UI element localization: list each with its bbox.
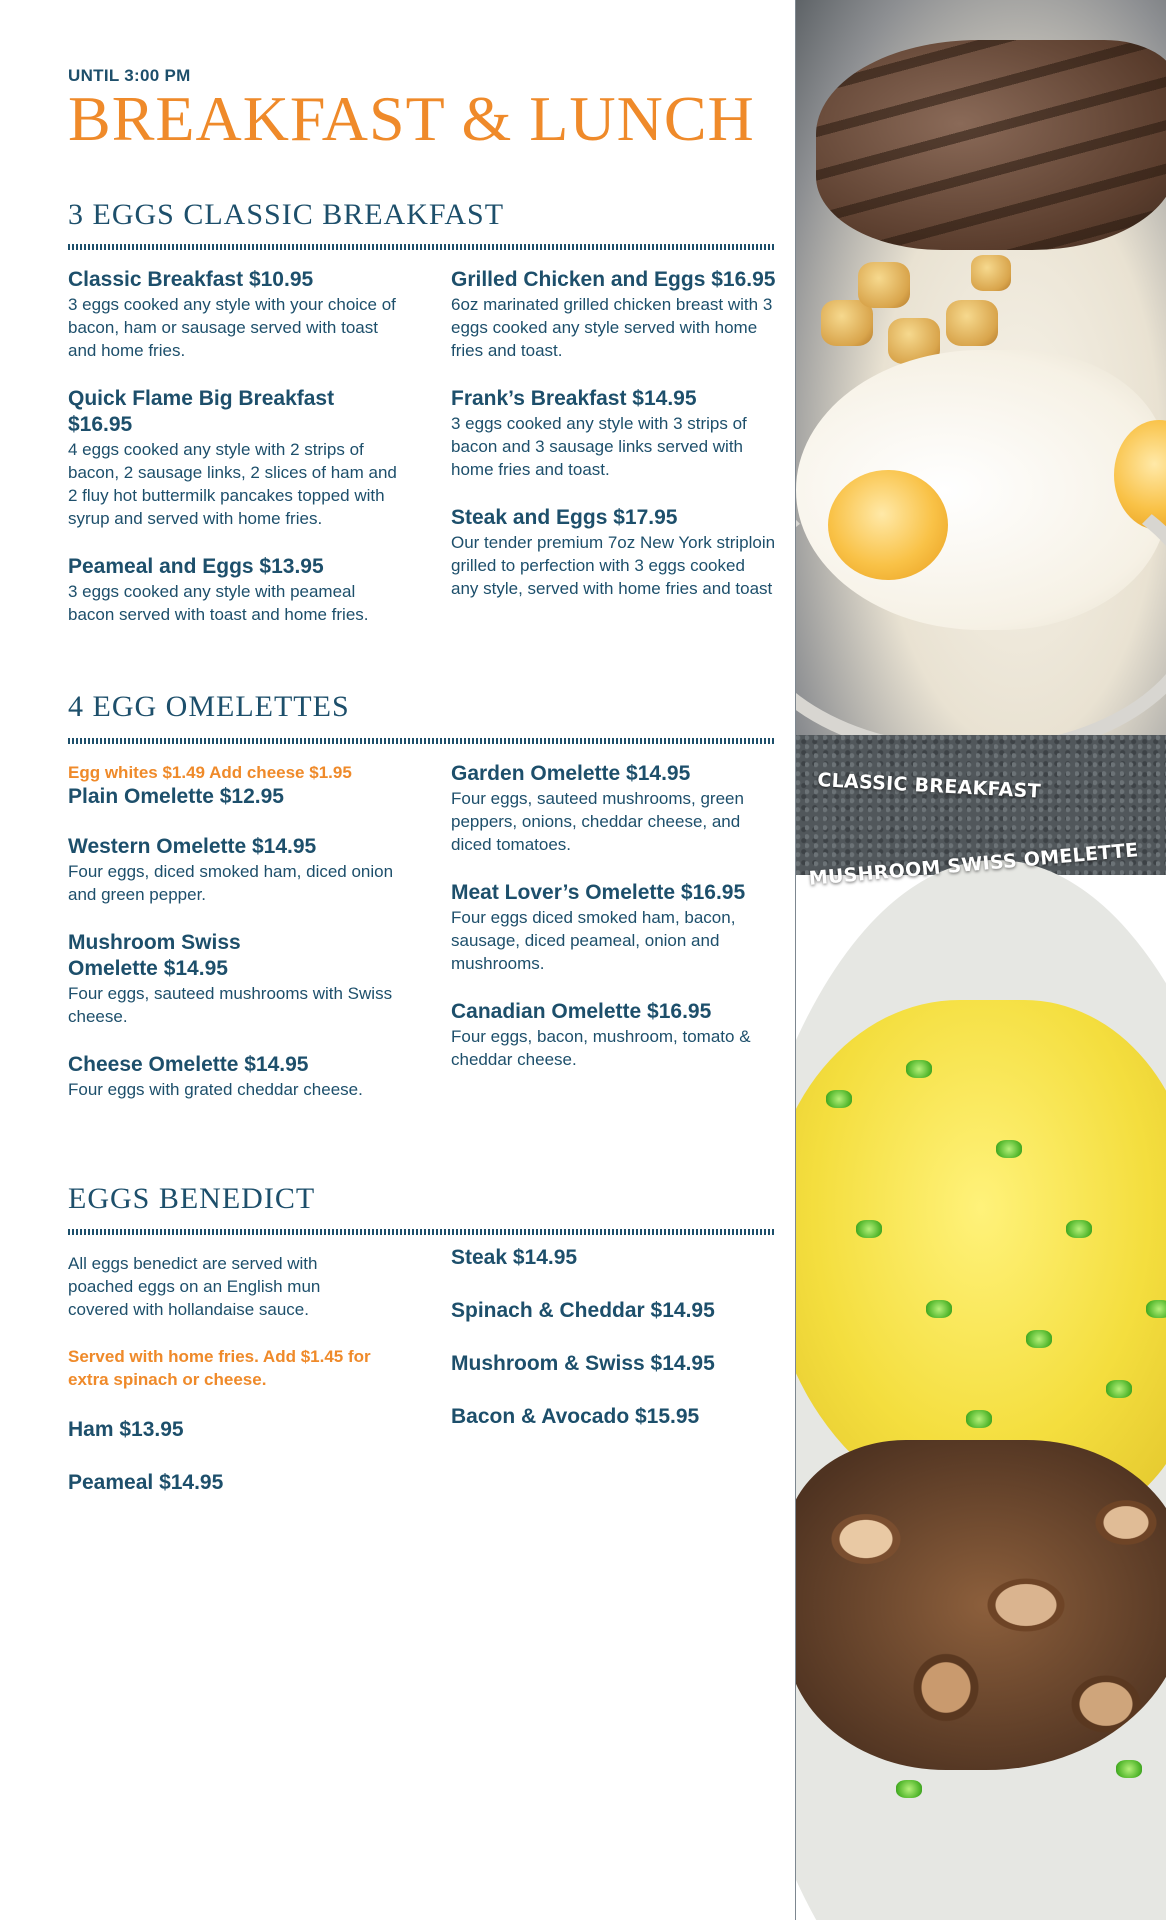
benedict-item: Spinach & Cheddar $14.95	[451, 1299, 715, 1322]
menu-item-title: Grilled Chicken and Eggs $16.95	[451, 268, 776, 291]
menu-item-desc: 4 eggs cooked any style with 2 strips of bacon, 2 sausage links, 2 slices of ham and 2 fluy hot buttermilk pancakes topped with syrup and served with home fries.	[68, 440, 397, 528]
photo-caption-classic-breakfast: CLASSIC BREAKFAST	[816, 769, 1042, 803]
menu-content	[68, 0, 774, 1920]
menu-item-title: Steak and Eggs $17.95	[451, 506, 678, 529]
food-photo-panel	[795, 0, 1166, 1920]
section-title-classic: 3 EGGS CLASSIC BREAKFAST	[68, 198, 505, 231]
menu-item	[451, 267, 776, 362]
menu-item	[451, 505, 776, 600]
potato-shape	[858, 262, 910, 308]
menu-item-desc: Four eggs with grated cheddar cheese.	[68, 1080, 363, 1099]
benedict-note: Served with home fries. Add $1.45 for extra spinach or cheese.	[68, 1347, 371, 1389]
menu-item-desc: Four eggs, sauteed mushrooms, green peppers, onions, cheddar cheese, and diced tomatoes.	[451, 789, 744, 854]
menu-item-title: Cheese Omelette $14.95	[68, 1053, 309, 1076]
menu-item-title: Frank’s Breakfast $14.95	[451, 387, 697, 410]
potato-shape	[971, 255, 1011, 291]
benedict-item: Mushroom & Swiss $14.95	[451, 1352, 715, 1375]
classic-breakfast-photo	[796, 0, 1166, 760]
section-divider	[68, 1229, 774, 1235]
menu-item-title: Garden Omelette $14.95	[451, 762, 691, 785]
section-title-omelettes: 4 EGG OMELETTES	[68, 690, 350, 723]
menu-item	[68, 834, 398, 906]
omelette-addons-note: Egg whites $1.49 Add cheese $1.95	[68, 763, 352, 782]
classic-left-column	[68, 267, 398, 650]
menu-item-desc: Four eggs, diced smoked ham, diced onion and green pepper.	[68, 862, 394, 904]
scallion-shape	[1146, 1300, 1166, 1318]
scallion-shape	[906, 1060, 932, 1078]
menu-item	[68, 267, 398, 362]
scallion-shape	[856, 1220, 882, 1238]
menu-item-title: Peameal and Eggs $13.95	[68, 555, 324, 578]
menu-item	[451, 761, 776, 856]
page-title: BREAKFAST & LUNCH	[68, 83, 755, 154]
menu-item-title: Meat Lover’s Omelette $16.95	[451, 881, 746, 904]
scallion-shape	[1026, 1330, 1052, 1348]
menu-item-desc: 3 eggs cooked any style with your choice of bacon, ham or sausage served with toast and home fries.	[68, 295, 396, 360]
plate-edge-shape	[795, 460, 1166, 760]
scallion-shape	[1106, 1380, 1132, 1398]
menu-item-title: Classic Breakfast $10.95	[68, 268, 314, 291]
benedict-item: Steak $14.95	[451, 1246, 578, 1269]
menu-item-desc: Our tender premium 7oz New York striploin grilled to perfection with 3 eggs cooked any style, served with home fries and toast	[451, 533, 776, 598]
section-divider	[68, 244, 774, 250]
photo-caption-mushroom-swiss-omelette: MUSHROOM SWISS OMELETTE	[808, 839, 1140, 890]
menu-item	[68, 554, 398, 626]
menu-item	[68, 1052, 398, 1101]
potato-shape	[946, 300, 998, 346]
scallion-shape	[826, 1090, 852, 1108]
potato-shape	[821, 300, 873, 346]
benedict-left-column	[68, 1252, 398, 1523]
hours-label: UNTIL 3:00 PM	[68, 66, 191, 85]
section-title-benedict: EGGS BENEDICT	[68, 1182, 316, 1215]
menu-item	[68, 930, 398, 1028]
menu-item-desc: 6oz marinated grilled chicken breast with 3 eggs cooked any style served with home fries and toast.	[451, 295, 773, 360]
steak-shape	[816, 40, 1166, 250]
section-divider	[68, 738, 774, 744]
scallion-shape	[896, 1780, 922, 1798]
menu-item	[68, 386, 398, 530]
benedict-item: Bacon & Avocado $15.95	[451, 1405, 700, 1428]
menu-item-desc: Four eggs diced smoked ham, bacon, sausage, diced peameal, onion and mushrooms.	[451, 908, 736, 973]
scallion-shape	[1066, 1220, 1092, 1238]
scallion-shape	[926, 1300, 952, 1318]
menu-item-title: Canadian Omelette $16.95	[451, 1000, 712, 1023]
menu-item-desc: 3 eggs cooked any style with 3 strips of bacon and 3 sausage links served with home fries and toast.	[451, 414, 747, 479]
classic-right-column	[451, 267, 776, 624]
menu-item-title: Plain Omelette $12.95	[68, 785, 284, 808]
scallion-shape	[996, 1140, 1022, 1158]
menu-item	[451, 880, 776, 975]
menu-item	[451, 386, 776, 481]
menu-item-title: Western Omelette $14.95	[68, 835, 317, 858]
menu-item	[68, 784, 398, 810]
menu-item	[451, 999, 776, 1071]
menu-item-desc: Four eggs, bacon, mushroom, tomato & cheddar cheese.	[451, 1027, 751, 1069]
menu-item-desc: Four eggs, sauteed mushrooms with Swiss cheese.	[68, 984, 393, 1026]
scallion-shape	[966, 1410, 992, 1428]
menu-item-title: Quick Flame Big Breakfast $16.95	[68, 387, 335, 436]
benedict-right-column	[451, 1245, 776, 1457]
benedict-item: Peameal $14.95	[68, 1471, 224, 1494]
omelettes-left-column	[68, 761, 398, 1125]
benedict-item: Ham $13.95	[68, 1418, 184, 1441]
mushrooms-shape	[795, 1440, 1166, 1770]
scallion-shape	[1116, 1760, 1142, 1778]
menu-item-title: Mushroom Swiss Omelette $14.95	[68, 931, 241, 980]
omelettes-right-column	[451, 761, 776, 1095]
menu-item-desc: 3 eggs cooked any style with peameal bacon served with toast and home fries.	[68, 582, 369, 624]
benedict-intro: All eggs benedict are served with poached eggs on an English mun covered with hollandaise sauce.	[68, 1254, 321, 1319]
